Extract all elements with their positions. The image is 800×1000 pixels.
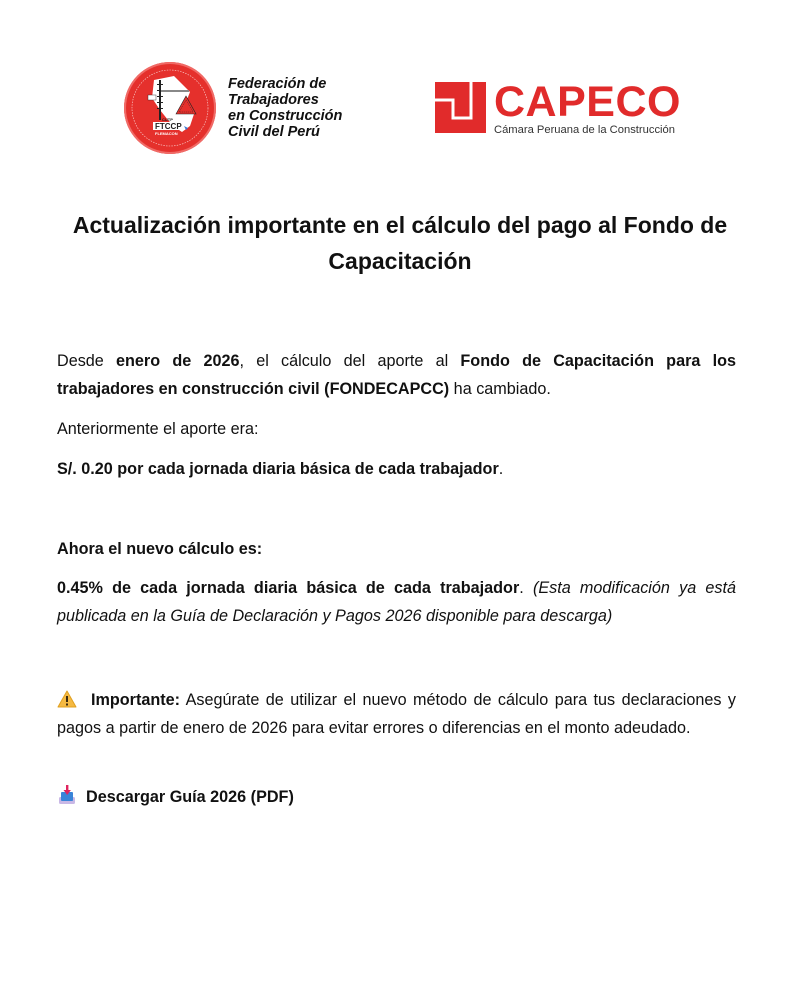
- capeco-logo: [435, 78, 681, 136]
- svg-text:CUTP: CUTP: [162, 117, 173, 122]
- ftccp-name-line: Trabajadores: [228, 92, 319, 108]
- svg-text:FTCCP: FTCCP: [155, 122, 182, 131]
- ftccp-name: [228, 76, 342, 140]
- publication-note: (Esta modificación ya está publicada en la Guía de Declaración y Pagos 2026 disponible para descarga): [57, 579, 736, 625]
- page-title: Actualización importante en el cálculo del pago al Fondo de Capacitación: [72, 212, 728, 274]
- inbox-download-icon: [57, 785, 77, 805]
- capeco-subtitle: Cámara Peruana de la Construcción: [494, 124, 675, 136]
- svg-text:FLEMACON: FLEMACON: [155, 131, 178, 136]
- fund-name: Fondo de Capacitación para los trabajadores en construcción civil (FONDECAPCC): [57, 352, 736, 398]
- intro-paragraph: Desde enero de 2026, el cálculo del aporte al Fondo de Capacitación para los trabajadores en construcción civil (FONDECAPCC) ha cambiado.: [57, 352, 736, 398]
- new-label: Ahora el nuevo cálculo es:: [57, 540, 263, 558]
- previous-value: S/. 0.20 por cada jornada diaria básica de cada trabajador.: [57, 460, 504, 478]
- ftccp-logo: [124, 62, 342, 154]
- new-value: 0.45% de cada jornada diaria básica de cada trabajador. (Esta modificación ya está publicada en la Guía de Declaración y Pagos 2026 disponible para descarga): [57, 579, 736, 625]
- important-notice: Importante: Asegúrate de utilizar el nuevo método de cálculo para tus declaraciones y pagos a partir de enero de 2026 para evitar errores o diferencias en el monto adeudado.: [57, 691, 736, 737]
- capeco-wordmark: CAPECO: [494, 78, 681, 126]
- effective-date: enero de 2026: [116, 352, 240, 370]
- download-row: [57, 783, 736, 811]
- ftccp-name-line: Federación de: [228, 76, 327, 92]
- ftccp-name-line: Civil del Perú: [228, 124, 320, 140]
- ftccp-seal-icon: [124, 62, 216, 154]
- previous-label: Anteriormente el aporte era:: [57, 420, 259, 438]
- ftccp-name-line: en Construcción: [228, 108, 343, 124]
- capeco-mark-icon: [435, 82, 486, 133]
- warning-icon: [57, 690, 77, 708]
- download-guide-link[interactable]: Descargar Guía 2026 (PDF): [86, 788, 294, 806]
- logo-header: [0, 62, 800, 158]
